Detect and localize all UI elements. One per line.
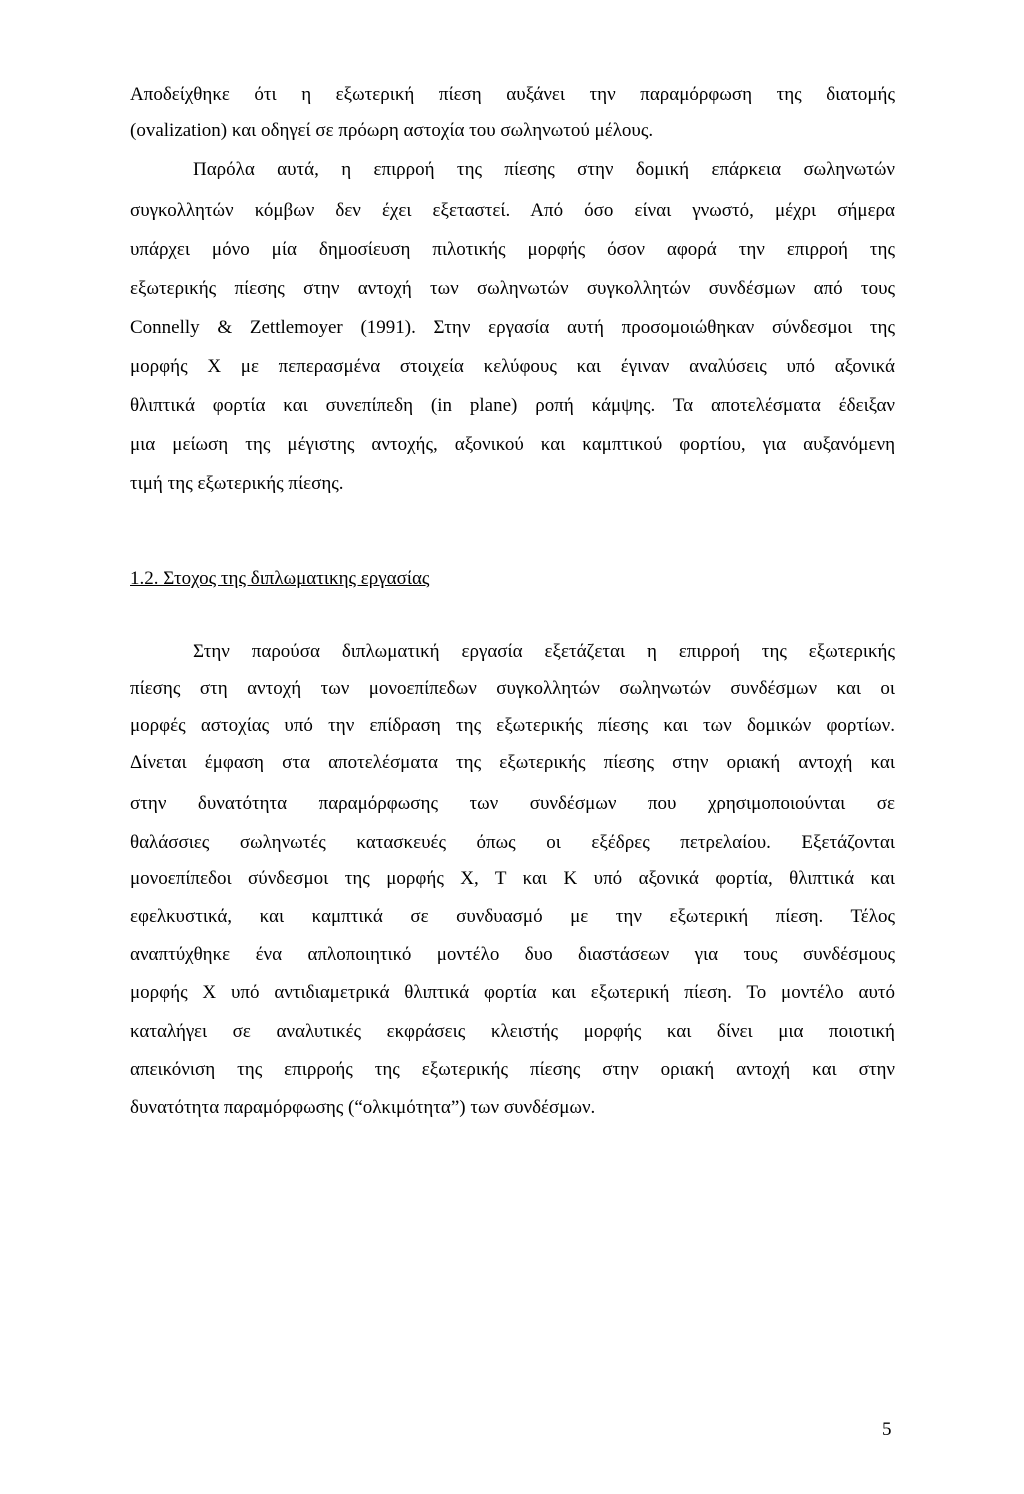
text-line: δυνατότητα παραμόρφωσης (“ολκιμότητα”) των συνδέσμων. — [130, 1097, 596, 1118]
text-line: συγκολλητών κόμβων δεν έχει εξεταστεί. Από όσο είναι γνωστό, μέχρι σήμερα — [130, 200, 895, 221]
text-line: θαλάσσιες σωληνωτές κατασκευές όπως οι εξέδρες πετρελαίου. Εξετάζονται — [130, 832, 895, 853]
text-line: μονοεπίπεδοι σύνδεσμοι της μορφής Χ, Τ και Κ υπό αξονικά φορτία, θλιπτικά και — [130, 868, 895, 889]
page-number: 5 — [882, 1419, 892, 1440]
text-line: πίεσης στη αντοχή των μονοεπίπεδων συγκολλητών σωληνωτών συνδέσμων και οι — [130, 678, 895, 699]
section-heading: 1.2. Στοχος της διπλωματικης εργασίας — [130, 568, 430, 589]
text-line: εξωτερικής πίεσης στην αντοχή των σωληνωτών συγκολλητών συνδέσμων από τους — [130, 278, 895, 299]
text-line: Παρόλα αυτά, η επιρροή της πίεσης στην δομική επάρκεια σωληνωτών — [193, 159, 895, 180]
text-line: υπάρχει μόνο μία δημοσίευση πιλοτικής μορφής όσον αφορά την επιρροή της — [130, 239, 895, 260]
text-line: καταλήγει σε αναλυτικές εκφράσεις κλειστής μορφής και δίνει μια ποιοτική — [130, 1021, 895, 1042]
text-line: μορφής Χ υπό αντιδιαμετρικά θλιπτικά φορτία και εξωτερική πίεση. Το μοντέλο αυτό — [130, 982, 895, 1003]
text-line: (ovalization) και οδηγεί σε πρόωρη αστοχία του σωληνωτού μέλους. — [130, 120, 654, 141]
text-line: εφελκυστικά, και καμπτικά σε συνδυασμό με την εξωτερική πίεση. Τέλος — [130, 906, 895, 927]
text-line: τιμή της εξωτερικής πίεσης. — [130, 473, 344, 494]
text-line: Αποδείχθηκε ότι η εξωτερική πίεση αυξάνει την παραμόρφωση της διατομής — [130, 84, 895, 105]
text-line: Στην παρούσα διπλωματική εργασία εξετάζεται η επιρροή της εξωτερικής — [193, 641, 895, 662]
text-line: μορφής Χ με πεπερασμένα στοιχεία κελύφους και έγιναν αναλύσεις υπό αξονικά — [130, 356, 895, 377]
text-line: απεικόνιση της επιρροής της εξωτερικής πίεσης στην οριακή αντοχή και στην — [130, 1059, 895, 1080]
text-line: μορφές αστοχίας υπό την επίδραση της εξωτερικής πίεσης και των δομικών φορτίων. — [130, 715, 895, 736]
text-line: στην δυνατότητα παραμόρφωσης των συνδέσμων που χρησιμοποιούνται σε — [130, 793, 895, 814]
text-line: Connelly & Zettlemoyer (1991). Στην εργασία αυτή προσομοιώθηκαν σύνδεσμοι της — [130, 317, 895, 338]
text-line: αναπτύχθηκε ένα απλοποιητικό μοντέλο δυο διαστάσεων για τους συνδέσμους — [130, 944, 895, 965]
text-line: Δίνεται έμφαση στα αποτελέσματα της εξωτερικής πίεσης στην οριακή αντοχή και — [130, 752, 895, 773]
text-line: θλιπτικά φορτία και συνεπίπεδη (in plane) ροπή κάμψης. Τα αποτελέσματα έδειξαν — [130, 395, 895, 416]
text-line: μια μείωση της μέγιστης αντοχής, αξονικού και καμπτικού φορτίου, για αυξανόμενη — [130, 434, 895, 455]
